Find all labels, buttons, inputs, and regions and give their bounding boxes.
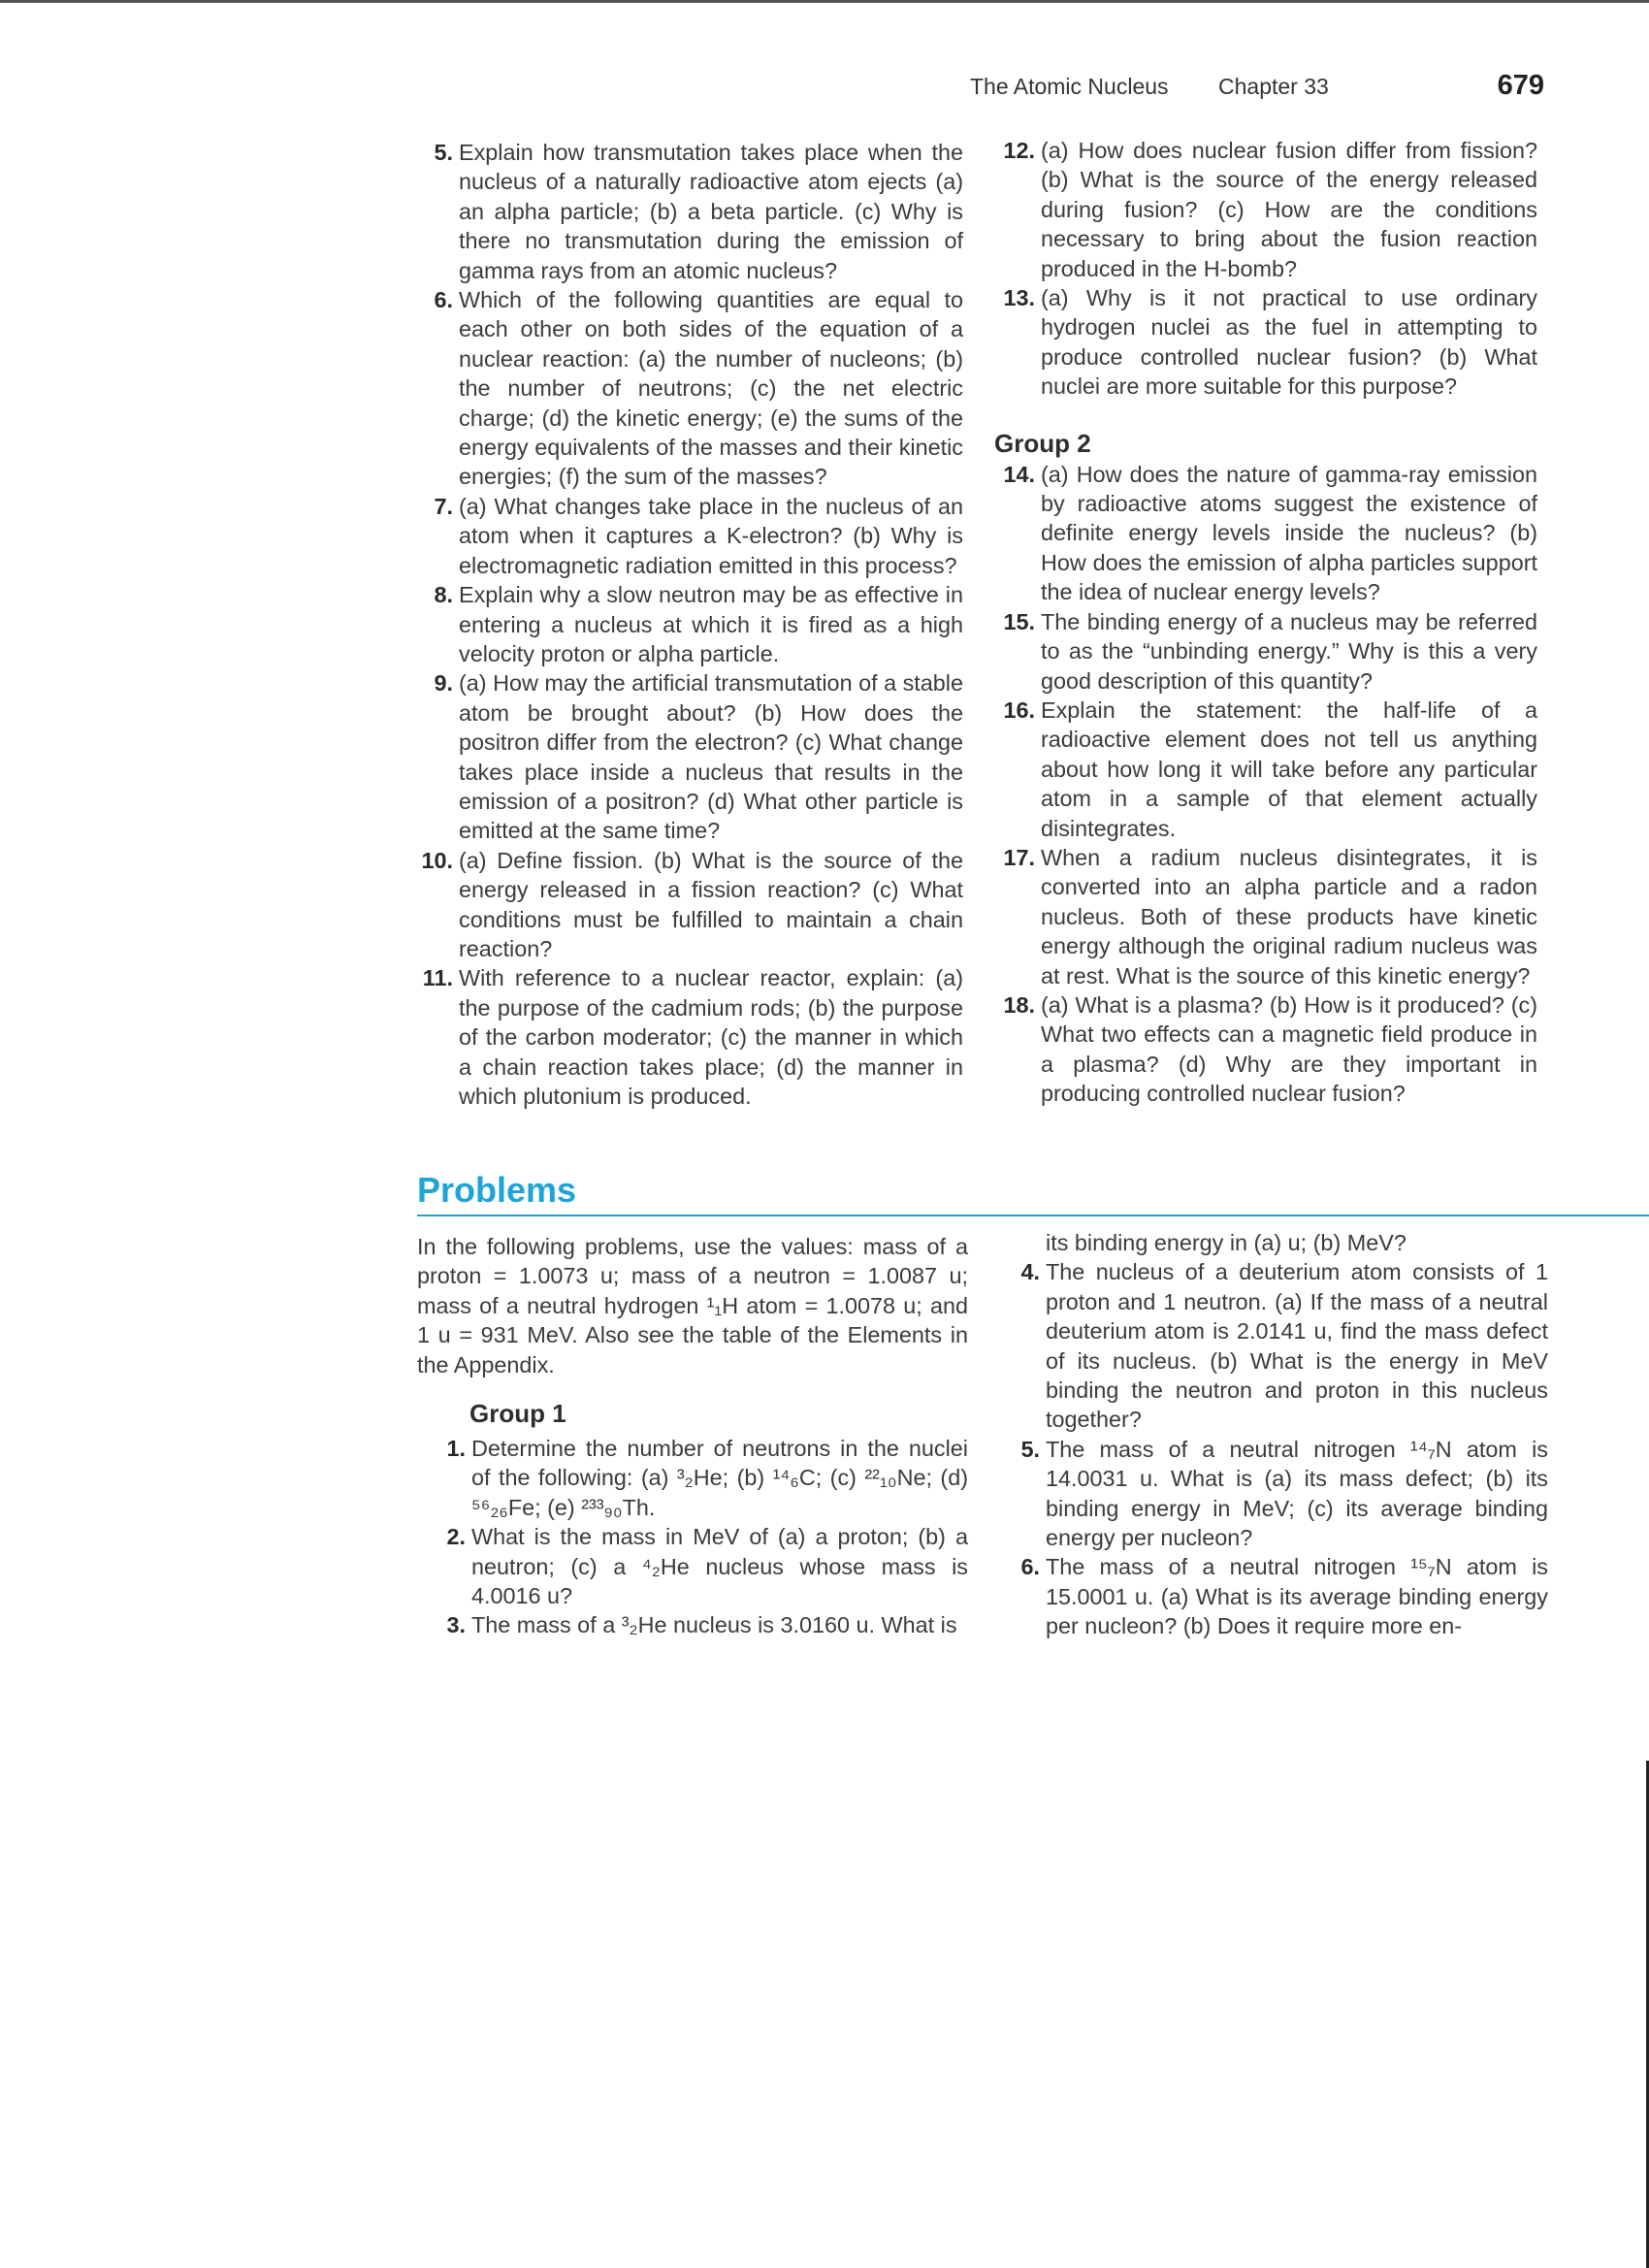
problem-item bbox=[1009, 1552, 1548, 1640]
group-2-heading: Group 2 bbox=[994, 428, 1091, 458]
problems-right-column bbox=[1009, 1228, 1548, 1641]
question-number: 8. bbox=[434, 582, 453, 608]
question-text: With reference to a nuclear reactor, explain: (a) the purpose of the cadmium rods; (b) the purpose of the carbon moderator; (c) the manner in which a chain reaction takes place; (d) the manner in which plutonium is produced. bbox=[459, 965, 963, 1109]
question-number: 16. bbox=[1003, 697, 1035, 723]
scan-edge-top bbox=[0, 0, 1649, 3]
question-text: The binding energy of a nucleus may be referred to as the “unbinding energy.” Why is this a very good description of this quantity? bbox=[1041, 608, 1537, 694]
problem-text: What is the mass in MeV of (a) a proton; (b) a neutron; (c) a ⁴₂He nucleus whose mass is 4.0016 u? bbox=[471, 1524, 968, 1609]
question-text: (a) Why is it not practical to use ordinary hydrogen nuclei as the fuel in attempting to produce controlled nuclear fusion? (b) What nuclei are more suitable for this purpose? bbox=[1041, 285, 1537, 400]
question-number: 17. bbox=[1003, 844, 1035, 870]
problem-number: 6. bbox=[1020, 1554, 1040, 1580]
question-text: (a) Define fission. (b) What is the source of the energy released in a fission reaction? (c) What conditions must be fulfilled to maintain a chain reaction? bbox=[459, 847, 963, 961]
question-item bbox=[412, 138, 963, 285]
question-text: Explain why a slow neutron may be as effective in entering a nucleus at which it is fired as a high velocity proton or alpha particle. bbox=[459, 582, 963, 666]
question-number: 11. bbox=[422, 965, 453, 991]
question-text: (a) What is a plasma? (b) How is it produced? (c) What two effects can a magnetic field produce in a plasma? (d) Why are they important in producing controlled nuclear fusion? bbox=[1041, 991, 1537, 1107]
group-1-heading: Group 1 bbox=[469, 1399, 566, 1429]
problem-number: 4. bbox=[1020, 1259, 1040, 1285]
chapter-label: Chapter 33 bbox=[1218, 74, 1329, 99]
problems-intro: In the following problems, use the values: mass of a proton = 1.0073 u; mass of a neutron = 1.0087 u; mass of a neutral hydrogen ¹₁H atom = 1.0078 u; and 1 u = 931 MeV. Also see the table of the Elements in the Appendix. bbox=[417, 1234, 968, 1377]
problem-number: 3. bbox=[446, 1612, 466, 1638]
question-item bbox=[412, 492, 963, 580]
question-number: 13. bbox=[1003, 285, 1035, 311]
problem-item bbox=[417, 1522, 968, 1610]
problem-number: 1. bbox=[446, 1436, 466, 1462]
page-number: 679 bbox=[1497, 70, 1544, 101]
problem-text: The mass of a neutral nitrogen ¹⁴₇N atom is 14.0031 u. What is (a) its mass defect; (b) its binding energy in MeV; (c) its average binding energy per nucleon? bbox=[1046, 1436, 1548, 1551]
question-number: 6. bbox=[434, 287, 453, 313]
question-text: (a) How may the artificial transmutation of a stable atom be brought about? (b) How does the positron differ from the electron? (c) What change takes place inside a nucleus that results in the emission of a positron? (d) What other particle is emitted at the same time? bbox=[459, 670, 964, 844]
problems-left-column bbox=[417, 1232, 968, 1640]
question-text: Explain the statement: the half-life of a radioactive element does not tell us anything about how long it will take before any particular atom in a sample of that element actually disintegrates. bbox=[1041, 697, 1537, 841]
question-item bbox=[412, 846, 963, 964]
problem-item bbox=[417, 1610, 968, 1639]
problem-item bbox=[1009, 1257, 1548, 1434]
question-item bbox=[994, 607, 1537, 696]
page-header bbox=[970, 70, 1544, 109]
question-item bbox=[412, 963, 963, 1111]
problem-continuation: its binding energy in (a) u; (b) MeV? bbox=[1046, 1230, 1406, 1255]
question-item bbox=[412, 580, 963, 668]
problem-text: The nucleus of a deuterium atom consists of 1 proton and 1 neutron. (a) If the mass of a neutral deuterium atom is 2.0141 u, find the mass defect of its nucleus. (b) What is the energy in MeV binding the neutron and proton in this nucleus together? bbox=[1046, 1259, 1548, 1433]
question-text: Which of the following quantities are equal to each other on both sides of the equation of a nuclear reaction: (a) the number of nucleons; (b) the number of neutrons; (c) the net electric charge; (d) the kinetic energy; (e) the sums of the energy equivalents of the masses and their kinetic energies; (f) the sum of the masses? bbox=[459, 287, 963, 490]
problem-number: 2. bbox=[446, 1524, 466, 1550]
question-text: (a) How does the nature of gamma-ray emission by radioactive atoms suggest the existence of definite energy levels inside the nucleus? (b) How does the emission of alpha particles support the idea of nuclear energy levels? bbox=[1041, 461, 1537, 605]
question-item bbox=[994, 843, 1537, 990]
questions-right-column bbox=[994, 136, 1537, 1109]
question-number: 5. bbox=[434, 140, 453, 165]
question-item bbox=[994, 136, 1537, 283]
question-item bbox=[994, 696, 1537, 843]
question-number: 15. bbox=[1003, 608, 1035, 634]
questions-left-column bbox=[412, 138, 963, 1111]
question-text: When a radium nucleus disintegrates, it is converted into an alpha particle and a radon nucleus. Both of these products have kinetic energy although the original radium nucleus was at rest. What is the source of this kinetic energy? bbox=[1041, 844, 1537, 988]
problem-number: 5. bbox=[1020, 1436, 1040, 1462]
question-item bbox=[994, 460, 1537, 607]
problems-divider bbox=[417, 1215, 1649, 1216]
problem-text: The mass of a ³₂He nucleus is 3.0160 u. What is bbox=[471, 1612, 957, 1638]
question-item bbox=[412, 285, 963, 492]
question-number: 18. bbox=[1003, 991, 1035, 1018]
question-text: (a) What changes take place in the nucleus of an atom when it captures a K-electron? (b) Why is electromagnetic radiation emitted in this process? bbox=[459, 493, 963, 578]
question-number: 12. bbox=[1003, 138, 1035, 163]
question-number: 10. bbox=[421, 847, 453, 873]
running-title: The Atomic Nucleus bbox=[970, 74, 1169, 99]
question-text: Explain how transmutation takes place when the nucleus of a naturally radioactive atom ejects (a) an alpha particle; (b) a beta particle. (c) Why is there no transmutation during the emission of gamma rays from an atomic nucleus? bbox=[459, 140, 963, 283]
problem-text: The mass of a neutral nitrogen ¹⁵₇N atom is 15.0001 u. (a) What is its average binding energy per nucleon? (b) Does it require more en- bbox=[1046, 1554, 1548, 1639]
problem-item bbox=[417, 1434, 968, 1522]
question-text: (a) How does nuclear fusion differ from fission? (b) What is the source of the energy released during fusion? (c) How are the conditions necessary to bring about the fusion reaction produced in the H-bomb? bbox=[1041, 138, 1537, 281]
question-item bbox=[412, 668, 963, 845]
problem-text: Determine the number of neutrons in the nuclei of the following: (a) ³₂He; (b) ¹⁴₆C; (c) ²²₁₀Ne; (d) ⁵⁶₂₆Fe; (e) ²³³₉₀Th. bbox=[471, 1436, 968, 1520]
question-number: 7. bbox=[434, 493, 453, 519]
problem-item bbox=[1009, 1435, 1548, 1553]
question-number: 9. bbox=[434, 670, 453, 697]
question-item bbox=[994, 990, 1537, 1109]
question-number: 14. bbox=[1003, 461, 1035, 487]
question-item bbox=[994, 283, 1537, 402]
problems-heading: Problems bbox=[417, 1170, 577, 1210]
